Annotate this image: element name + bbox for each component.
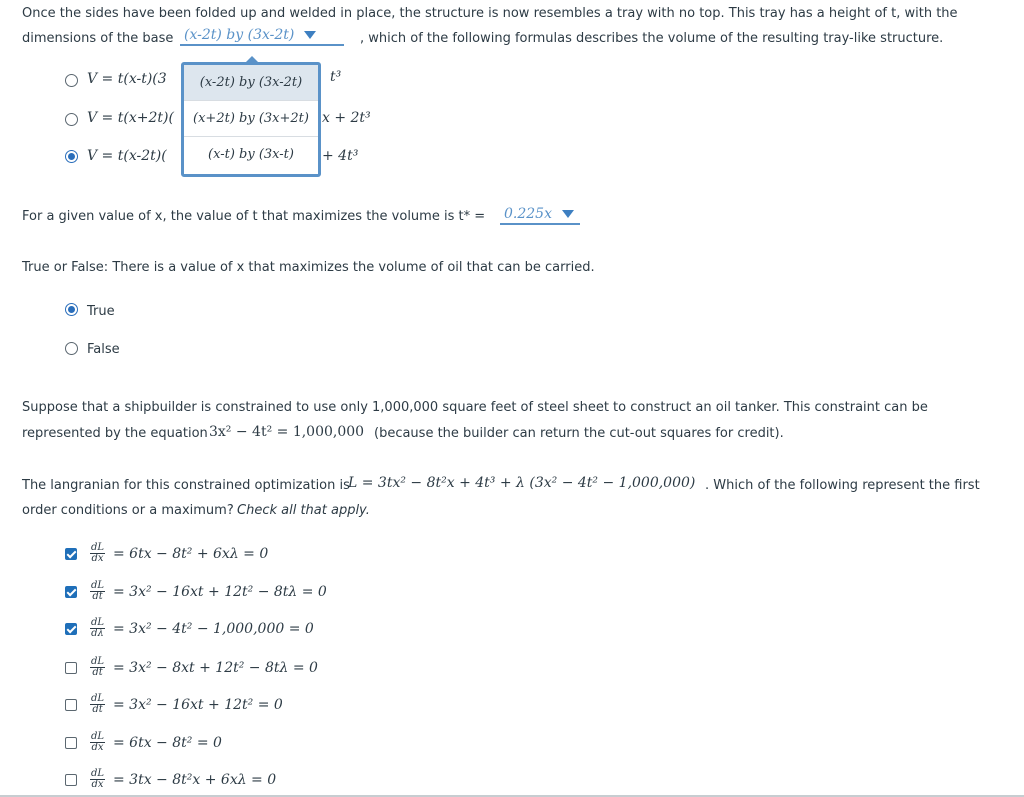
lagrangian-line-1-suffix: . Which of the following represent the first (705, 478, 980, 493)
volume-option-2-radio[interactable] (65, 113, 78, 126)
condition-7-derivative (90, 769, 105, 790)
deriv-num: dL (91, 580, 105, 591)
condition-2-checkbox[interactable] (65, 586, 77, 598)
lagrangian-equation: L = 3tx² − 8t²x + 4t³ + λ (3x² − 4t² − 1,000,000) (348, 475, 696, 491)
deriv-den: dt (92, 591, 103, 602)
condition-4-checkbox[interactable] (65, 662, 77, 674)
lagrangian-hint: Check all that apply. (237, 503, 370, 518)
true-false-question: True or False: There is a value of x that maximizes the volume of oil that can be carried. (22, 260, 595, 275)
condition-1-rhs: = 6tx − 8t² + 6xλ = 0 (113, 546, 269, 562)
dropdown-option-3[interactable]: (x-t) by (3x-t) (208, 147, 294, 162)
condition-2-derivative (90, 581, 105, 602)
deriv-den: dt (92, 704, 103, 715)
t-star-select[interactable] (500, 206, 580, 225)
deriv-num: dL (91, 768, 105, 779)
false-radio[interactable] (65, 342, 78, 355)
volume-option-2-suffix: x + 2t³ (322, 110, 371, 126)
intro-line-2-prefix: dimensions of the base (22, 31, 174, 46)
maximize-question: For a given value of x, the value of t that maximizes the volume is t* = (22, 209, 486, 224)
true-radio[interactable] (65, 303, 78, 316)
deriv-den: dλ (91, 628, 104, 639)
deriv-den: dx (91, 742, 104, 753)
condition-3-checkbox[interactable] (65, 623, 77, 635)
base-dimensions-dropdown (181, 62, 321, 177)
deriv-num: dL (91, 617, 105, 628)
condition-4-derivative (90, 657, 105, 678)
volume-option-1-suffix: t³ (330, 69, 342, 85)
volume-option-3-prefix: V = t(x-2t)( (87, 148, 167, 164)
deriv-num: dL (91, 693, 105, 704)
volume-option-1-prefix: V = t(x-t)(3 (87, 71, 167, 87)
false-label: False (87, 342, 120, 357)
condition-4-rhs: = 3x² − 8xt + 12t² − 8tλ = 0 (113, 660, 318, 676)
condition-2-rhs: = 3x² − 16xt + 12t² − 8tλ = 0 (113, 584, 327, 600)
constraint-equation: 3x² − 4t² = 1,000,000 (209, 424, 365, 440)
dropdown-option-2[interactable]: (x+2t) by (3x+2t) (184, 101, 318, 137)
condition-3-derivative (90, 618, 105, 639)
condition-6-rhs: = 6tx − 8t² = 0 (113, 735, 222, 751)
deriv-den: dt (92, 667, 103, 678)
constraint-line-2-prefix: represented by the equation (22, 426, 208, 441)
condition-7-checkbox[interactable] (65, 774, 77, 786)
condition-5-rhs: = 3x² − 16xt + 12t² = 0 (113, 697, 283, 713)
lagrangian-line-2-prefix: order conditions or a maximum? (22, 503, 234, 518)
deriv-num: dL (91, 656, 105, 667)
condition-5-derivative (90, 694, 105, 715)
constraint-line-1: Suppose that a shipbuilder is constrained to use only 1,000,000 square feet of steel sheet to construct an oil tanker. This constraint can be (22, 400, 928, 415)
deriv-num: dL (91, 542, 105, 553)
base-dimensions-value: (x-2t) by (3x-2t) (184, 27, 295, 43)
true-label: True (87, 304, 115, 319)
condition-7-rhs: = 3tx − 8t²x + 6xλ = 0 (113, 772, 277, 788)
condition-1-checkbox[interactable] (65, 548, 77, 560)
intro-line-2-suffix: , which of the following formulas describes the volume of the resulting tray-like structure. (360, 31, 944, 46)
t-star-value: 0.225x (504, 206, 552, 222)
deriv-num: dL (91, 731, 105, 742)
intro-line-1: Once the sides have been folded up and welded in place, the structure is now resembles a tray with no top. This tray has a height of t, with the (22, 6, 958, 21)
volume-option-2-prefix: V = t(x+2t)( (87, 110, 174, 126)
volume-option-3-radio[interactable] (65, 150, 78, 163)
chevron-down-icon (304, 31, 316, 39)
condition-1-derivative (90, 543, 105, 564)
lagrangian-line-1-prefix: The langranian for this constrained optimization is (22, 478, 350, 493)
chevron-down-icon (562, 210, 574, 218)
deriv-den: dx (91, 553, 104, 564)
deriv-den: dx (91, 779, 104, 790)
constraint-line-2-suffix: (because the builder can return the cut-out squares for credit). (374, 426, 784, 441)
dropdown-option-1[interactable]: (x-2t) by (3x-2t) (184, 65, 318, 101)
condition-6-derivative (90, 732, 105, 753)
condition-3-rhs: = 3x² − 4t² − 1,000,000 = 0 (113, 621, 314, 637)
condition-5-checkbox[interactable] (65, 699, 77, 711)
base-dimensions-select[interactable] (180, 27, 344, 46)
volume-option-1-radio[interactable] (65, 74, 78, 87)
volume-option-3-suffix: + 4t³ (322, 148, 359, 164)
condition-6-checkbox[interactable] (65, 737, 77, 749)
